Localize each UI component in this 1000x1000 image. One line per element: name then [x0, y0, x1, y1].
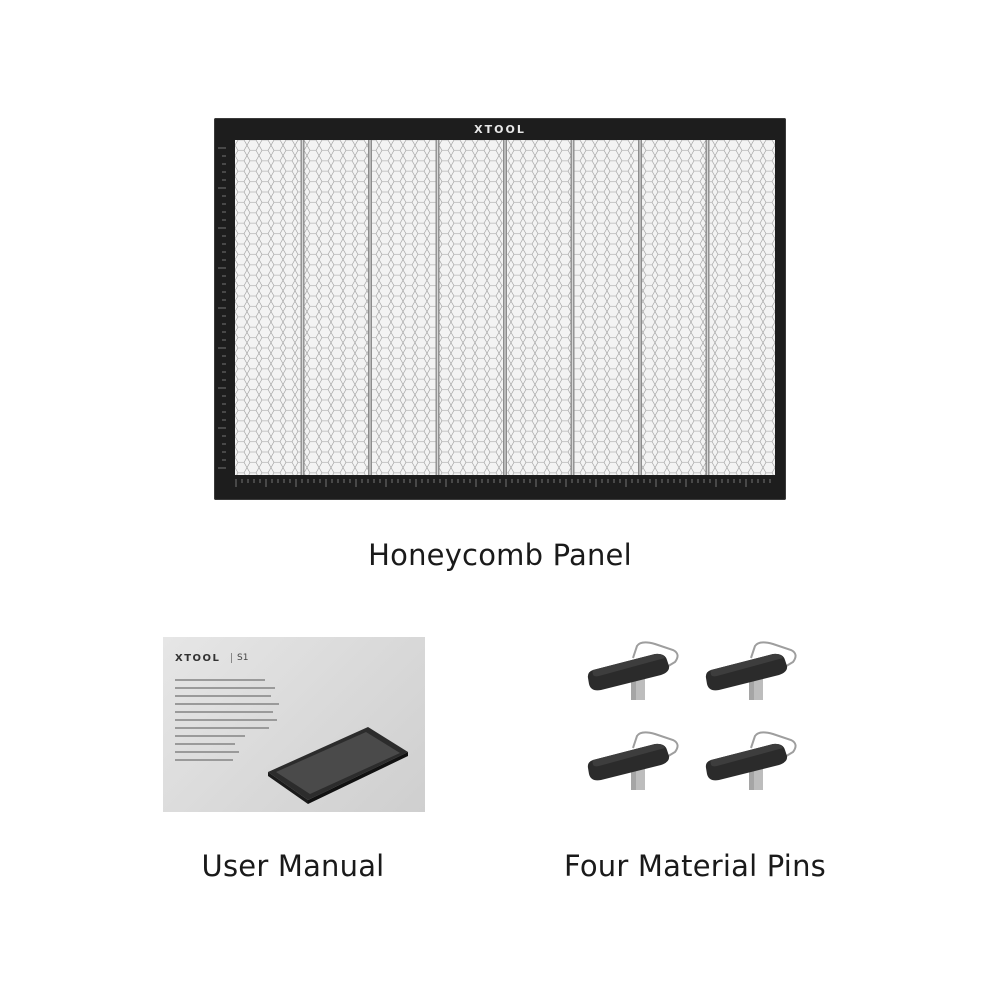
manual-text-line: [175, 751, 239, 753]
honeycomb-mesh: [235, 140, 775, 475]
user-manual-caption: User Manual: [201, 849, 385, 883]
manual-text-line: [175, 735, 245, 737]
manual-text-line: [175, 727, 269, 729]
manual-text-line: [175, 743, 235, 745]
material-pins-caption: Four Material Pins: [564, 849, 826, 883]
manual-tray-illustration: [258, 712, 418, 807]
panel-logo: XTOOL: [474, 123, 526, 136]
manual-text-line: [175, 687, 275, 689]
manual-brand: XTOOL: [175, 653, 221, 664]
material-pin-2: [703, 640, 803, 720]
manual-model: S1: [231, 653, 248, 663]
user-manual-image: [163, 637, 425, 812]
material-pin-1: [585, 640, 685, 720]
material-pin-4: [703, 730, 803, 810]
manual-text-line: [175, 703, 279, 705]
honeycomb-panel-image: [214, 118, 786, 500]
material-pin-3: [585, 730, 685, 810]
honeycomb-panel-caption: Honeycomb Panel: [368, 538, 632, 572]
manual-text-line: [175, 679, 265, 681]
panel-ruler-bottom: [234, 476, 779, 498]
honeycomb-mesh-pattern: [235, 140, 775, 475]
panel-ruler-left: [214, 138, 234, 478]
manual-text-line: [175, 695, 271, 697]
manual-text-line: [175, 759, 233, 761]
